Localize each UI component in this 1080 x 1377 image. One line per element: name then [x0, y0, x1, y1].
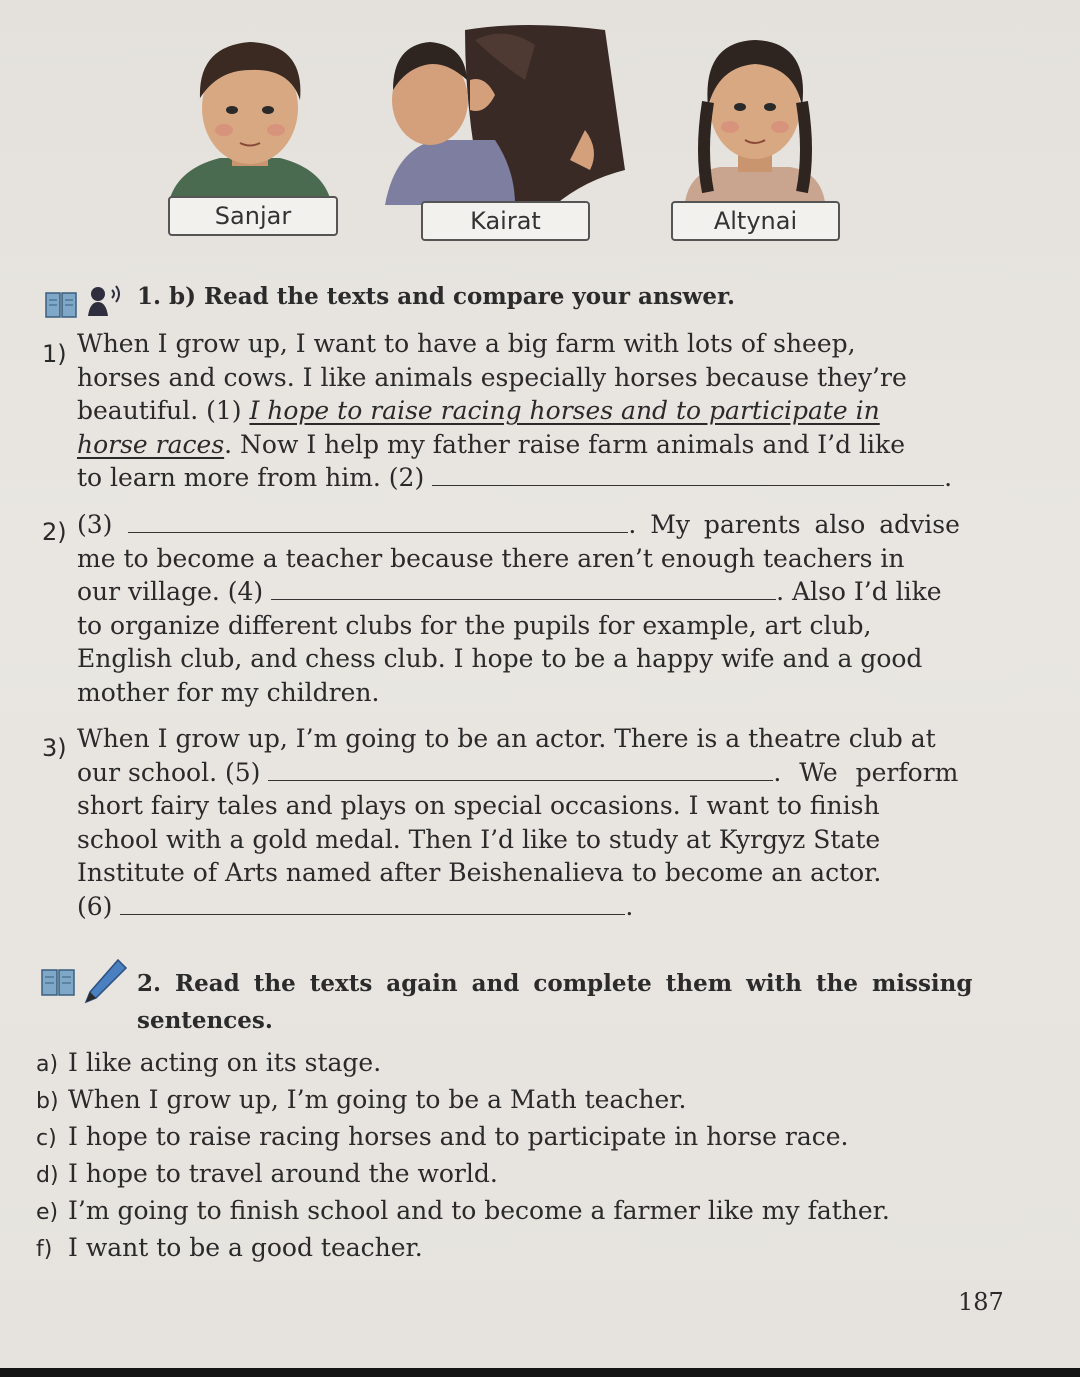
text-1-line: When I grow up, I want to have a big farm with lots of sheep,: [77, 329, 856, 358]
text-3-line: When I grow up, I’m going to be an actor. There is a theatre club at: [77, 724, 936, 753]
option-letter: d): [36, 1163, 59, 1188]
text-2-paragraph: [77, 508, 982, 710]
text-1-line: to learn more from him. (2): [77, 463, 425, 493]
missing-sentences-list: [36, 1045, 890, 1267]
example-answer-underlined: horse races: [77, 429, 225, 459]
answer-blank-5[interactable]: [268, 762, 773, 781]
option-text: I like acting on its stage.: [68, 1048, 382, 1077]
period: .: [944, 463, 953, 493]
text-2-line: to organize different clubs for the pupils for example, art club,: [77, 610, 872, 640]
sanjar-illustration: [160, 28, 340, 198]
option-letter: f): [36, 1237, 53, 1262]
text-1-paragraph: [77, 327, 982, 495]
page-shadow-edge: [0, 1368, 1080, 1377]
exercise-2-heading: [137, 965, 992, 1039]
option-text: I want to be a good teacher.: [68, 1233, 423, 1262]
text-2-line: mother for my children.: [77, 677, 380, 707]
pencil-icon: [84, 958, 128, 1004]
option-letter: b): [36, 1089, 59, 1114]
book-icon: [44, 288, 78, 322]
text-3-line: (6): [77, 891, 113, 921]
example-answer-underlined: I hope to raise racing horses and to participate in: [249, 396, 880, 426]
text-2-line: (3): [77, 510, 113, 539]
listening-icon: [86, 282, 130, 318]
option-letter: c): [36, 1126, 57, 1151]
text-2-line: our village. (4): [77, 577, 264, 607]
answer-blank-3[interactable]: [128, 514, 628, 533]
exercise-2-heading-line: sentences.: [137, 1007, 273, 1034]
text-2-line: me to become a teacher because there aren’t enough teachers in: [77, 543, 905, 573]
text-1-number: 1): [42, 340, 67, 368]
text-2-line: English club, and chess club. I hope to be a happy wife and a good: [77, 644, 923, 674]
text-1-line: beautiful. (1): [77, 396, 250, 426]
page-number: 187: [958, 1288, 1004, 1316]
text-3-line: Institute of Arts named after Beishenalieva to become an actor.: [77, 858, 882, 888]
exercise-1-heading: 1. b) Read the texts and compare your answer.: [137, 283, 735, 310]
answer-blank-2[interactable]: [432, 467, 944, 486]
answer-blank-4[interactable]: [271, 581, 776, 600]
text-3-paragraph: [77, 722, 987, 924]
text-1-line: horses and cows. I like animals especially horses because they’re: [77, 362, 907, 392]
text-2-line: . My parents also advise: [628, 510, 960, 539]
option-text: I hope to travel around the world.: [68, 1159, 498, 1188]
exercise-2-heading-line: 2. Read the texts again and complete them with the missing: [137, 970, 973, 997]
option-letter: a): [36, 1052, 59, 1077]
name-tag-kairat: Kairat: [421, 201, 590, 241]
kairat-illustration: [385, 20, 630, 205]
text-2-line: . Also I’d like: [776, 577, 942, 607]
option-f: [36, 1230, 890, 1267]
option-d: [36, 1156, 890, 1193]
text-2-number: 2): [42, 518, 67, 546]
name-tag-altynai: Altynai: [671, 201, 840, 241]
option-text: I’m going to finish school and to become a farmer like my father.: [68, 1196, 890, 1225]
option-e: [36, 1193, 890, 1230]
name-tag-sanjar: Sanjar: [168, 196, 338, 236]
book-icon: [40, 964, 76, 1000]
text-3-number: 3): [42, 734, 67, 762]
option-a: [36, 1045, 890, 1082]
text-3-line: . We perform: [773, 757, 959, 787]
answer-blank-6[interactable]: [120, 896, 625, 915]
option-c: [36, 1119, 890, 1156]
text-3-line: our school. (5): [77, 757, 261, 787]
option-letter: e): [36, 1200, 59, 1225]
period: .: [625, 891, 634, 921]
option-text: I hope to raise racing horses and to participate in horse race.: [68, 1122, 849, 1151]
altynai-illustration: [680, 32, 830, 202]
text-1-line: . Now I help my father raise farm animals and I’d like: [224, 429, 905, 459]
option-text: When I grow up, I’m going to be a Math teacher.: [68, 1085, 687, 1114]
text-3-line: short fairy tales and plays on special occasions. I want to finish: [77, 791, 880, 821]
option-b: [36, 1082, 890, 1119]
text-3-line: school with a gold medal. Then I’d like to study at Kyrgyz State: [77, 824, 881, 854]
